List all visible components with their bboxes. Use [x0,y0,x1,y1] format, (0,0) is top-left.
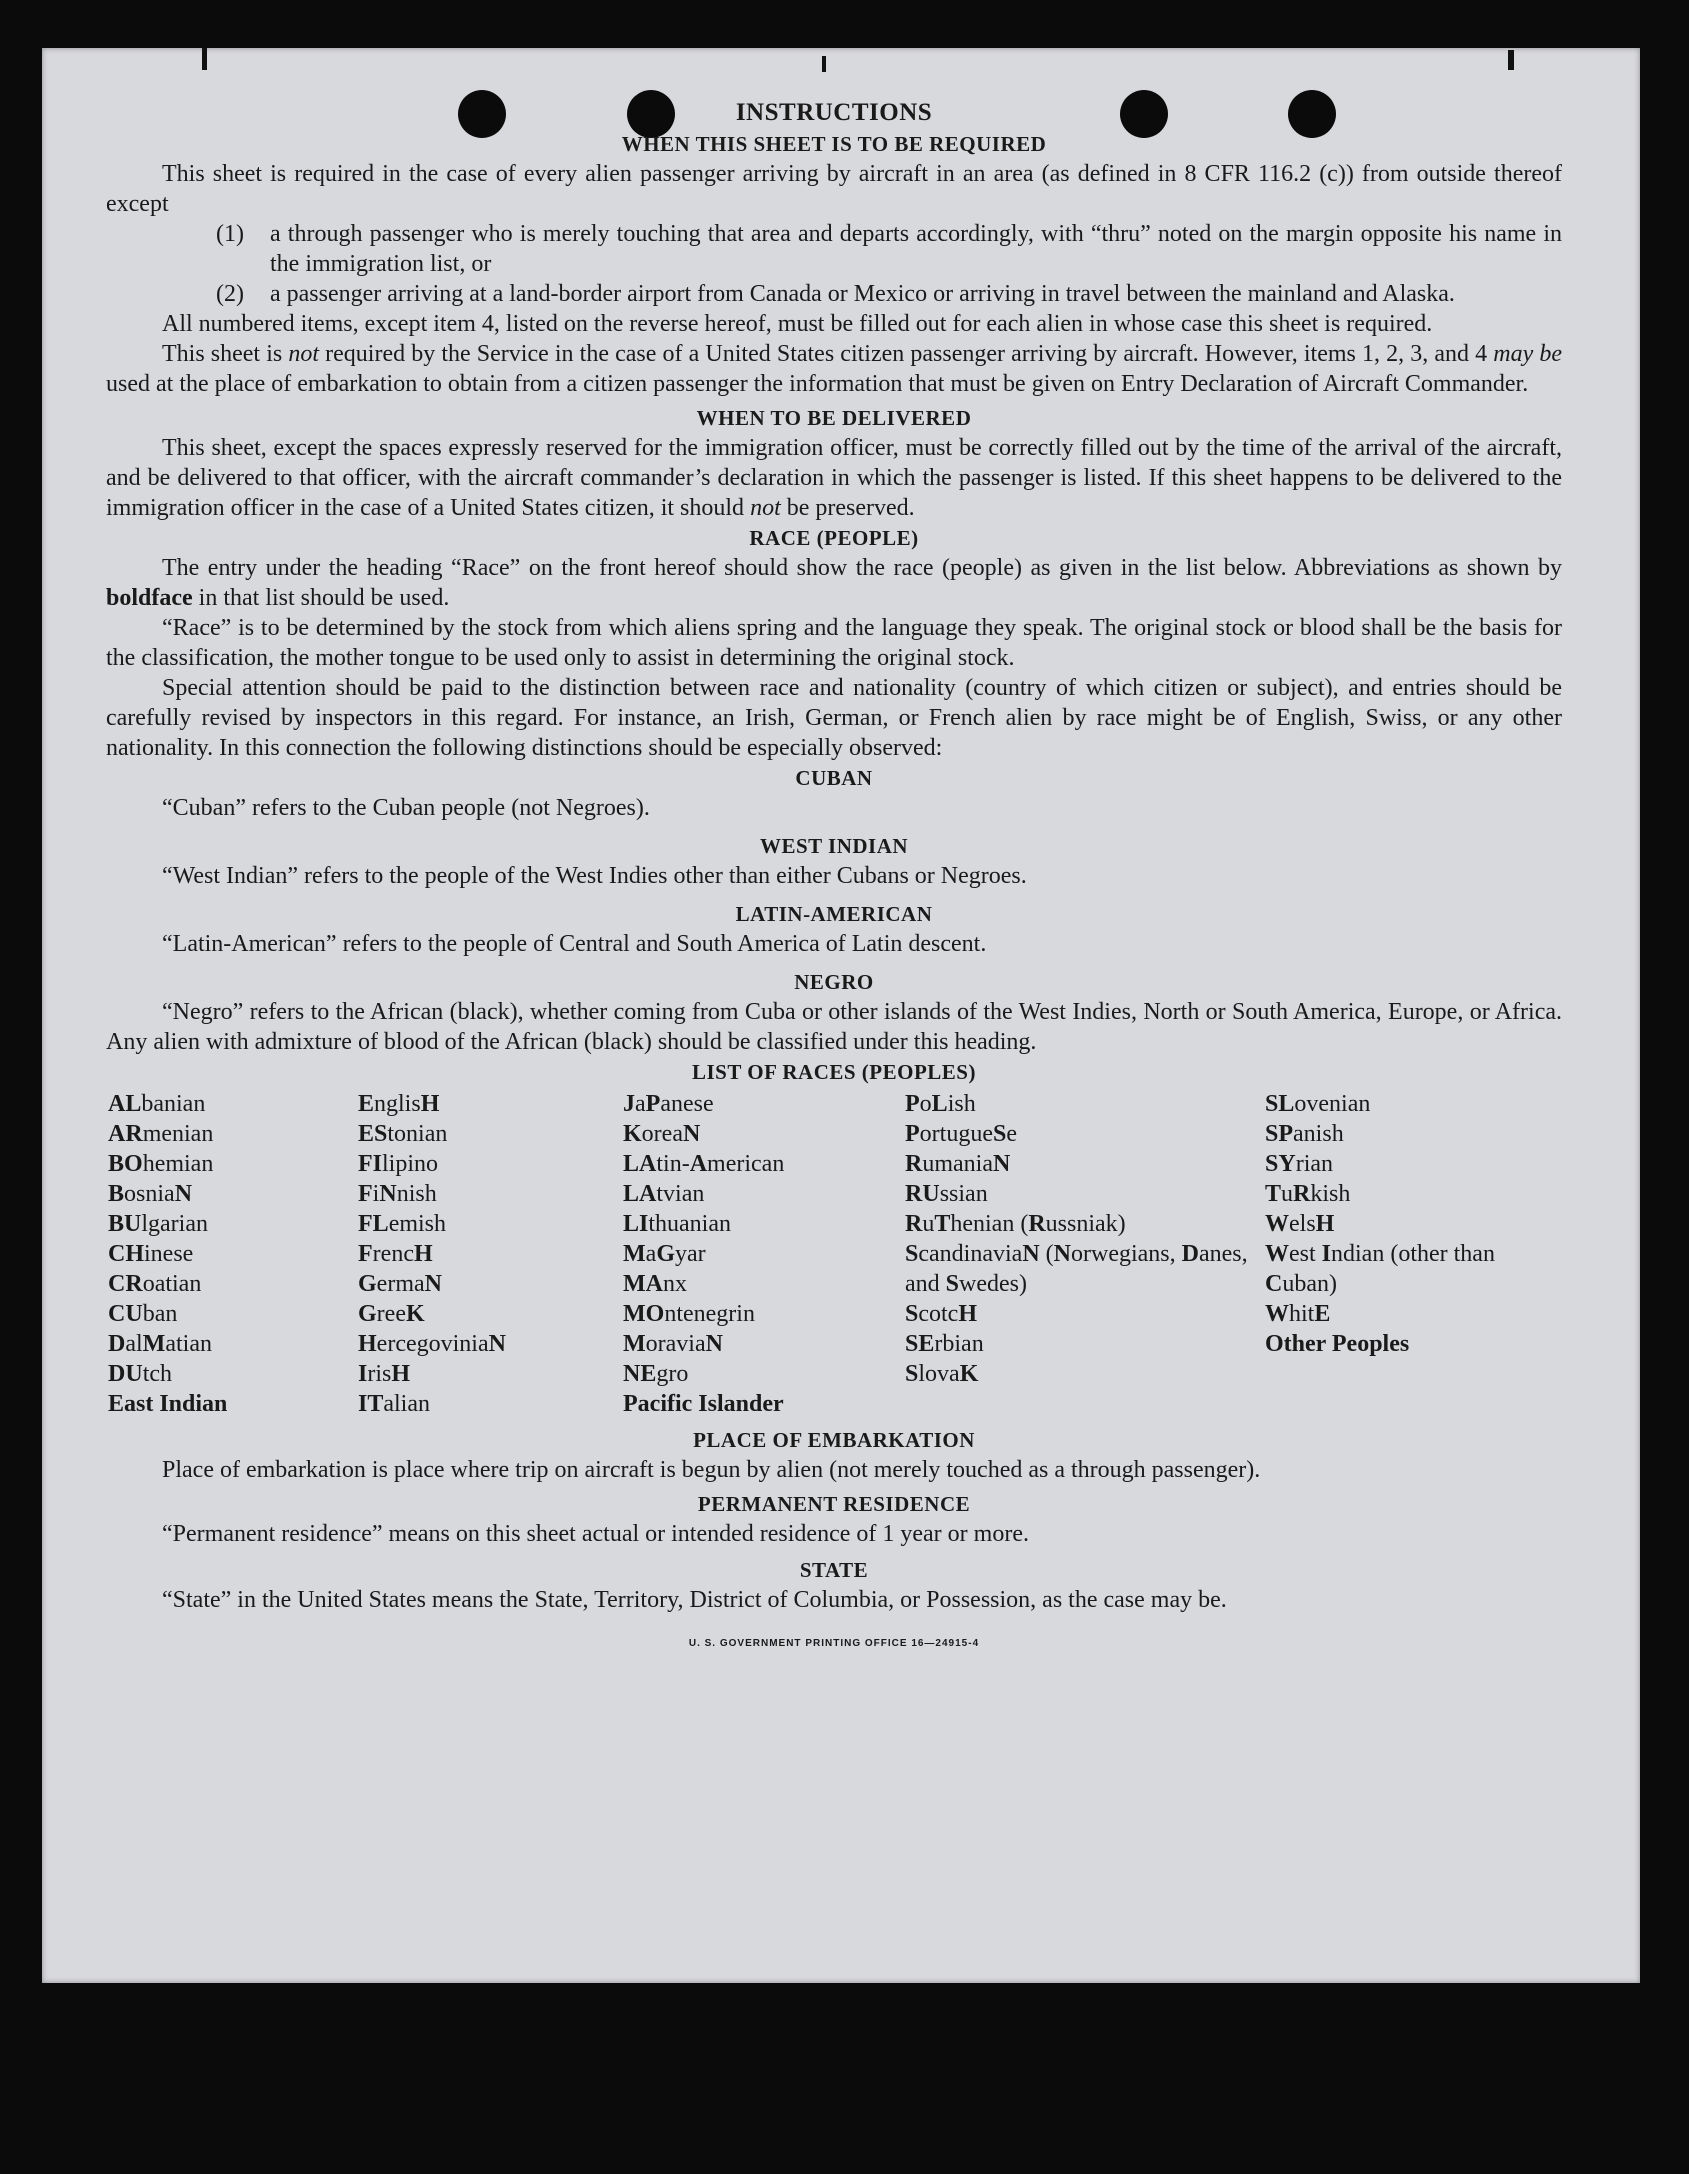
text-run-bold: boldface [106,585,193,611]
race-item: ALbanian [108,1091,206,1117]
item-number: (2) [216,281,244,307]
paragraph: All numbered items, except item 4, listed on the reverse hereof, must be filled out for each alien in whose case this sheet is required. [162,311,1433,337]
race-item: DUtch [108,1361,173,1387]
race-list [106,1089,1562,1419]
paragraph: Place of embarkation is place where trip on aircraft is begun by alien (not merely touched as a through passenger). [162,1457,1261,1483]
list-item [106,279,1562,309]
race-item: RuThenian (Russniak) [905,1211,1126,1237]
binder-mark [1508,50,1514,70]
text-run: The entry under the heading “Race” on the front hereof should show the race (people) as given in the list below. Abbreviations as shown by [162,555,1562,581]
race-item: FLemish [358,1211,447,1237]
item-text: a passenger arriving at a land-border airport from Canada or Mexico or arriving in travel between the mainland and Alaska. [270,281,1455,307]
race-item: JaPanese [623,1091,714,1117]
race-item: ScotcH [905,1301,978,1327]
race-item: FIlipino [358,1151,439,1177]
paragraph [106,339,1562,399]
race-item: PortugueSe [905,1121,1017,1147]
race-item: BUlgarian [108,1211,208,1237]
race-item: NEgro [623,1361,689,1387]
paragraph: “West Indian” refers to the people of the West Indies other than either Cubans or Negroes. [162,863,1027,889]
race-item: BosniaN [108,1181,193,1207]
section-heading: LATIN-AMERICAN [735,902,933,926]
race-column [358,1089,623,1419]
race-item: East Indian [108,1391,228,1417]
race-item: TuRkish [1265,1181,1351,1207]
race-item: ARmenian [108,1121,214,1147]
race-column [108,1089,358,1419]
race-item: GreeK [358,1301,425,1327]
race-item: FrencH [358,1241,433,1267]
race-item: LAtvian [623,1181,705,1207]
text-run: be preserved. [780,495,915,521]
printer-imprint: U. S. GOVERNMENT PRINTING OFFICE 16—24915-4 [688,1638,980,1649]
race-item: DalMatian [108,1331,212,1357]
paragraph: “Race” is to be determined by the stock from which aliens spring and the language they speak. The original stock or blood shall be the basis for the classification, the mother tongue to be used only to assist in determining the original stock. [106,615,1562,671]
race-column [1265,1089,1525,1419]
text-run: required by the Service in the case of a United States citizen passenger arriving by aircraft. However, items 1, 2, 3, and 4 [319,341,1494,367]
race-item: WhitE [1265,1301,1331,1327]
race-item: ITalian [358,1391,430,1417]
race-item: EnglisH [358,1091,440,1117]
list-item [106,219,1562,279]
race-item: FiNnish [358,1181,437,1207]
race-item: CHinese [108,1241,194,1267]
section-heading: WHEN TO BE DELIVERED [696,406,972,430]
race-item: LIthuanian [623,1211,731,1237]
section-heading: WHEN THIS SHEET IS TO BE REQUIRED [621,132,1047,156]
paragraph [106,433,1562,523]
text-run-italic: not [750,495,781,521]
section-heading: CUBAN [795,766,873,790]
race-item: KoreaN [623,1121,701,1147]
race-item: MAnx [623,1271,687,1297]
race-item: Pacific Islander [623,1391,784,1417]
race-item: MOntenegrin [623,1301,755,1327]
section-heading: WEST INDIAN [759,834,909,858]
section-heading: LIST OF RACES (PEOPLES) [692,1060,976,1084]
race-item: ScandinaviaN (Norwegians, Danes, and Swedes) [905,1241,1248,1297]
race-item: IrisH [358,1361,411,1387]
paragraph: “Negro” refers to the African (black), whether coming from Cuba or other islands of the West Indies, North or South America, Europe, or Africa. Any alien with admixture of blood of the African (black) should be classified under this heading. [106,999,1562,1055]
paragraph: “Permanent residence” means on this sheet actual or intended residence of 1 year or more. [162,1521,1029,1547]
race-item: SPanish [1265,1121,1344,1147]
race-item: RumaniaN [905,1151,1011,1177]
paragraph: This sheet is required in the case of every alien passenger arriving by aircraft in an area (as defined in 8 CFR 116.2 (c)) from outside thereof except [106,161,1562,217]
instructions-content [106,97,1562,1659]
text-run: This sheet, except the spaces expressly reserved for the immigration officer, must be correctly filled out by the time of the arrival of the aircraft, and be delivered to that officer, with the aircraft commander’s declaration in which the passenger is listed. If this sheet happens to be delivered to the immigration officer in the case of a United States citizen, it should [106,435,1562,521]
race-item: HercegoviniaN [358,1331,506,1357]
race-column [905,1089,1265,1419]
race-item: RUssian [905,1181,988,1207]
race-item: West Indian (other than Cuban) [1265,1241,1495,1297]
text-run-italic: may be [1493,341,1562,367]
race-item: SYrian [1265,1151,1334,1177]
text-run: in that list should be used. [192,585,450,611]
race-item: PoLish [905,1091,976,1117]
paragraph: Special attention should be paid to the distinction between race and nationality (country of which citizen or subject), and entries should be carefully revised by inspectors in this regard. For instance, an Irish, German, or French alien by race might be of English, Swiss, or any other nationality. In this connection the following distinctions should be especially observed: [106,675,1562,761]
race-item: LAtin-American [623,1151,785,1177]
page-title: INSTRUCTIONS [735,99,933,126]
section-heading: NEGRO [794,970,874,994]
paragraph: “Latin-American” refers to the people of Central and South America of Latin descent. [162,931,987,957]
race-item: MaGyar [623,1241,706,1267]
race-item: GermaN [358,1271,442,1297]
binder-mark [822,56,826,72]
paragraph [106,553,1562,613]
race-item: Other Peoples [1265,1331,1410,1357]
race-item: WelsH [1265,1211,1335,1237]
race-column [623,1089,905,1419]
race-item: SlovaK [905,1361,979,1387]
text-run: used at the place of embarkation to obtain from a citizen passenger the information that must be given on Entry Declaration of Aircraft Commander. [106,371,1529,397]
section-heading: PERMANENT RESIDENCE [697,1492,971,1516]
text-run: This sheet is [162,341,289,367]
race-item: EStonian [358,1121,448,1147]
section-heading: STATE [799,1558,869,1582]
item-number: (1) [216,221,244,247]
section-heading: RACE (PEOPLE) [749,526,919,550]
race-item: BOhemian [108,1151,214,1177]
race-item: SErbian [905,1331,984,1357]
race-item: CRoatian [108,1271,202,1297]
section-heading: PLACE OF EMBARKATION [693,1428,975,1452]
race-item: MoraviaN [623,1331,723,1357]
binder-mark [202,48,207,70]
race-item: SLovenian [1265,1091,1371,1117]
paragraph: “Cuban” refers to the Cuban people (not Negroes). [162,795,650,821]
text-run-italic: not [288,341,320,367]
race-item: CUban [108,1301,178,1327]
paragraph: “State” in the United States means the State, Territory, District of Columbia, or Possession, as the case may be. [162,1587,1227,1613]
item-text: a through passenger who is merely touching that area and departs accordingly, with “thru” noted on the margin opposite his name in the immigration list, or [270,221,1562,277]
